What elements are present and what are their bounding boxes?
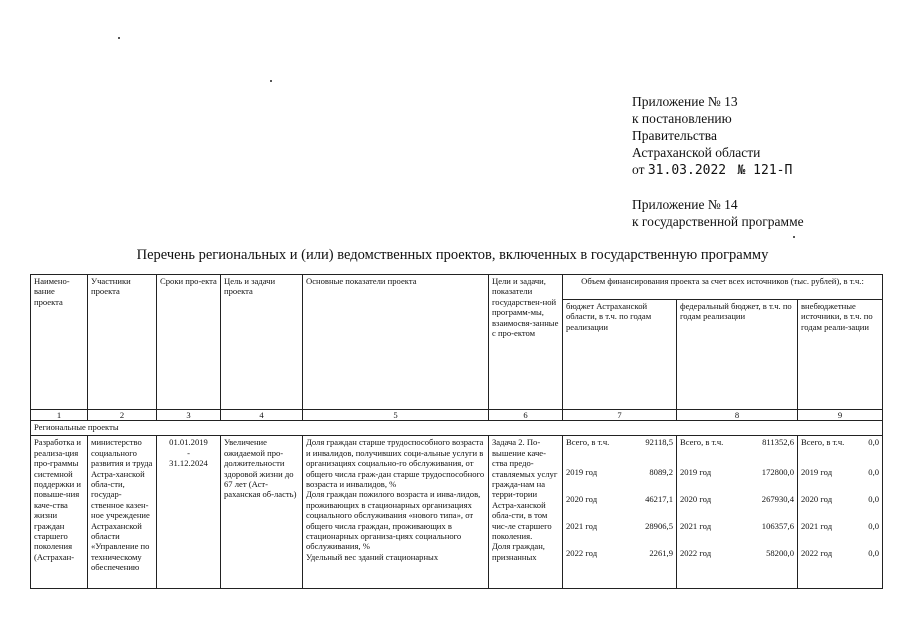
appendix-13-line: Правительства [632,128,717,143]
project-indicators: Доля граждан старше трудоспособного возраста и инвалидов, получивших соци-альные услуги в организациях социально-го обслуживания, от общего числа граж-дан старше трудоспособного возраста и инвалидов, % Доля граждан пожилого возраста и инва-лидов, проживающих в стационарных организациях социального обслуживания «нового типа», от общего числа граждан, проживающих в стационарных организа-циях социального обслуживания, % Удельный вес зданий стационарных [303,436,489,589]
regional-year-row [566,494,673,521]
appendix-13-line: к постановлению [632,111,732,126]
fin-value: 2261,9 [649,548,673,559]
federal-year-row [680,548,794,575]
appendix-13-date-line [632,161,792,179]
appendix-14-block [632,196,804,230]
federal-year-row [680,521,794,548]
fin-value: 46217,1 [645,494,673,505]
column-number: 1 [31,410,88,421]
fin-label: 2020 год [566,494,598,505]
regional-total-row [566,437,673,467]
table-row [31,436,883,589]
project-deadlines [157,436,221,589]
regional-year-row [566,521,673,548]
column-number: 7 [563,410,677,421]
fin-value: 106357,6 [761,521,794,532]
fin-label: 2019 год [566,467,598,478]
projects-table [30,274,883,589]
column-number: 2 [88,410,157,421]
date-prefix: от [632,162,645,177]
regional-budget-cell [563,436,677,589]
fin-label: Всего, в т.ч. [801,437,845,448]
section-label: Региональные проекты [31,421,883,436]
header-financing: Объем финансирования проекта за счет всех источников (тыс. рублей), в т.ч.: [563,275,883,300]
scan-speck [793,236,795,238]
fin-label: 2021 год [801,521,833,532]
fin-label: 2020 год [801,494,833,505]
fin-label: 2022 год [680,548,712,559]
extra-year-row [801,467,879,494]
column-number: 9 [798,410,883,421]
extra-year-row [801,521,879,548]
fin-label: 2019 год [801,467,833,478]
header-participants: Участники проекта [88,275,157,410]
header-goals: Цель и задачи проекта [221,275,303,410]
fin-value: 0,0 [868,521,880,532]
fin-label: 2019 год [680,467,712,478]
regional-year-row [566,467,673,494]
fin-value: 172800,0 [761,467,794,478]
extra-total-row [801,437,879,467]
fin-label: Всего, в т.ч. [680,437,724,448]
fin-label: 2021 год [566,521,598,532]
column-number: 3 [157,410,221,421]
extra-year-row [801,494,879,521]
header-relation: Цели и задачи, показатели государствен-ной программ-мы, взаимосвя-занные с про-ектом [489,275,563,410]
document-title: Перечень региональных и (или) ведомственных проектов, включенных в государственную программу [136,247,769,263]
federal-year-row [680,467,794,494]
extra-budget-cell [798,436,883,589]
project-relation: Задача 2. По-вышение каче-ства предо-ставляемых услуг гражда-нам на терри-тории Астра-ханской обла-сти, в том чис-ле старшего поколения. Доля граждан, признанных [489,436,563,589]
fin-value: 811352,6 [762,437,794,448]
fin-value: 28906,5 [645,521,673,532]
fin-value: 0,0 [868,467,880,478]
fin-label: 2021 год [680,521,712,532]
column-number: 8 [677,410,798,421]
appendix-13-line: Астраханской области [632,145,761,160]
header-federal-budget: федеральный бюджет, в т.ч. по годам реализации [677,300,798,410]
fin-label: 2020 год [680,494,712,505]
column-number: 5 [303,410,489,421]
fin-label: 2022 год [566,548,598,559]
fin-value: 92118,5 [645,437,673,448]
project-goal: Увеличение ожидаемой про-должительности здоровой жизни до 67 лет (Аст-раханская об-ласть) [221,436,303,589]
scan-speck [118,37,120,39]
fin-value: 58200,0 [766,548,794,559]
scan-speck [270,80,272,82]
fin-label: 2022 год [801,548,833,559]
fin-label: Всего, в т.ч. [566,437,610,448]
header-row [31,275,883,300]
deadline-end: 31.12.2024 [169,458,208,469]
deadline-dash: - [187,447,190,458]
fin-value: 0,0 [868,437,880,448]
appendix-13-block [632,93,792,179]
column-number-row [31,410,883,421]
header-regional-budget: бюджет Астраханской области, в т.ч. по годам реализации [563,300,677,410]
deadline-start: 01.01.2019 [169,437,208,448]
resolution-date: 31.03.2022 [647,163,727,178]
federal-year-row [680,494,794,521]
fin-value: 0,0 [868,494,880,505]
column-number: 6 [489,410,563,421]
header-indicators: Основные показатели проекта [303,275,489,410]
regional-year-row [566,548,673,575]
header-name: Наимено-вание проекта [31,275,88,410]
header-extra-budget: внебюджетные источники, в т.ч. по годам реали-зации [798,300,883,410]
appendix-13-line: Приложение № 13 [632,94,738,109]
header-deadlines: Сроки про-екта [157,275,221,410]
fin-value: 0,0 [868,548,880,559]
project-name: Разработка и реализа-ция про-граммы системной поддержки и повыше-ния каче-ства жизни граждан старшего поколения (Астрахан- [31,436,88,589]
federal-budget-cell [677,436,798,589]
federal-total-row [680,437,794,467]
fin-value: 8089,2 [649,467,673,478]
appendix-14-line: Приложение № 14 [632,197,738,212]
column-number: 4 [221,410,303,421]
extra-year-row [801,548,879,575]
appendix-14-line: к государственной программе [632,214,804,229]
section-row [31,421,883,436]
project-participants: министерство социального развития и труда Астра-ханской обла-сти, государ-ственное казен-ное учреждение Астраханской области «Управление по техническому обеспечению [88,436,157,589]
fin-value: 267930,4 [761,494,794,505]
resolution-number: № 121-П [737,163,793,178]
